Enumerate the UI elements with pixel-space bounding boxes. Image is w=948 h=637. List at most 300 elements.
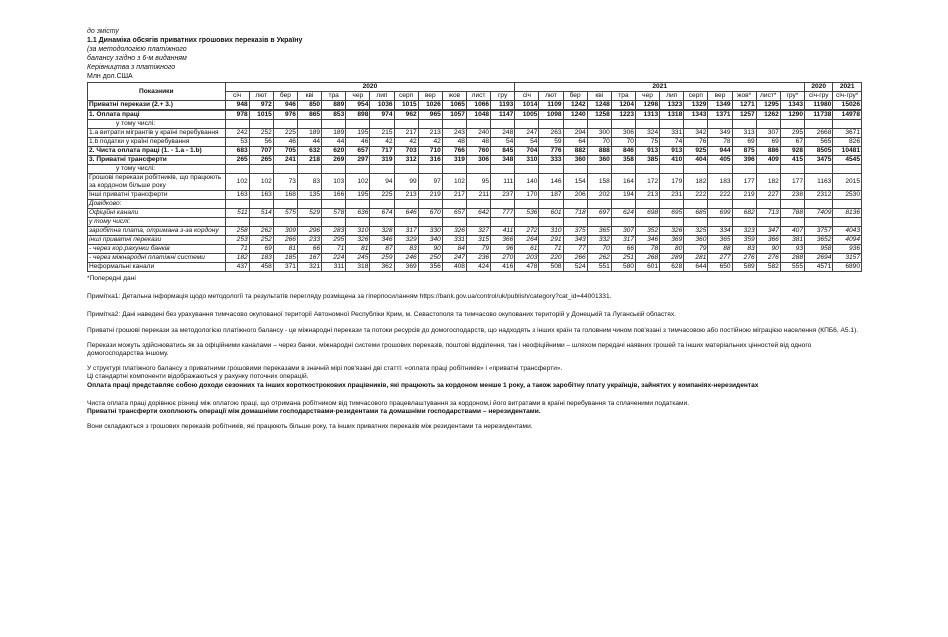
table-cell [635,120,659,129]
table-cell: 3671 [833,129,862,138]
table-cell: 182 [684,174,708,191]
table-cell: 288 [780,254,804,263]
table-cell: 1258 [587,111,611,120]
table-cell: 78 [708,138,732,147]
table-cell: 189 [297,129,321,138]
table-row [88,209,862,218]
table-cell: 396 [732,156,756,165]
table-cell: 53 [225,138,249,147]
table-row [88,245,862,254]
table-cell [563,200,587,209]
table-cell: 2530 [833,191,862,200]
table-cell [805,120,833,129]
table-cell: 718 [563,209,587,218]
table-cell: 698 [635,209,659,218]
table-cell: 1329 [684,101,708,110]
table-cell: 78 [635,245,659,254]
table-cell [660,218,684,227]
table-cell: 898 [346,111,370,120]
table-cell: 211 [466,191,490,200]
table-cell: 965 [418,111,442,120]
table-cell: 318 [346,263,370,272]
table-cell: 317 [394,227,418,236]
table-cell: 381 [780,236,804,245]
table-cell: 220 [539,254,563,263]
table-cell: 707 [249,147,273,156]
table-cell: 359 [732,236,756,245]
table-cell: 1271 [732,101,756,110]
table-cell [660,120,684,129]
table-cell: 1109 [539,101,563,110]
table-cell [442,218,466,227]
table-cell: 644 [684,263,708,272]
table-cell: 187 [539,191,563,200]
table-cell: 411 [491,227,515,236]
table-cell [418,120,442,129]
table-cell [225,200,249,209]
table-cell: 1349 [708,101,732,110]
table-row [88,156,862,165]
table-cell: 972 [249,101,273,110]
table-cell: 850 [297,101,321,110]
table-cell: 1015 [394,101,418,110]
table-cell [833,120,862,129]
table-cell: 140 [515,174,539,191]
table-cell: 95 [466,174,490,191]
table-cell: 268 [635,254,659,263]
row-label: Приватні перекази (2.+ 3.) [88,101,226,110]
table-row [88,236,862,245]
table-cell: 1005 [515,111,539,120]
table-cell: 408 [442,263,466,272]
table-cell [611,200,635,209]
table-cell [732,218,756,227]
table-cell: 295 [322,236,346,245]
table-cell: 111 [491,174,515,191]
table-cell: 343 [563,236,587,245]
table-cell [756,120,780,129]
table-cell: 247 [442,254,466,263]
table-cell: 4571 [805,263,833,272]
indicator-header: Показники [88,83,226,101]
table-cell [708,200,732,209]
table-cell: 102 [225,174,249,191]
table-cell: 362 [370,263,394,272]
table-cell [805,165,833,174]
table-cell: 342 [684,129,708,138]
month-header: січ [225,92,249,101]
table-cell [322,165,346,174]
table-cell: 366 [756,236,780,245]
table-cell: 1193 [491,101,515,110]
row-label: - через кор.рахунки банків [88,245,226,254]
table-row [88,191,862,200]
table-cell: 650 [708,263,732,272]
table-cell: 81 [273,245,297,254]
table-cell [780,165,804,174]
table-cell: 330 [418,227,442,236]
table-cell: 346 [635,236,659,245]
table-cell [684,218,708,227]
table-cell: 1057 [442,111,466,120]
table-cell: 69 [732,138,756,147]
table-cell: 312 [394,156,418,165]
table-cell: 102 [442,174,466,191]
month-header: тра [322,92,346,101]
notes-section [87,275,862,431]
table-cell: 319 [442,156,466,165]
row-label: 1. Оплата праці [88,111,226,120]
table-row [88,200,862,209]
table-cell: 215 [370,129,394,138]
table-cell: 202 [587,191,611,200]
table-cell: 777 [491,209,515,218]
definition-paragraph-4: Ці стандартні компоненти відображаються у рахунку поточних операцій. [87,373,309,381]
row-label: у тому числі: [88,165,226,174]
table-cell: 2312 [805,191,833,200]
table-cell: 182 [756,174,780,191]
table-cell: 948 [225,101,249,110]
table-cell: 1318 [660,111,684,120]
table-cell: 437 [225,263,249,272]
note-1: Примітка1: Детальна інформація щодо методології та результатів перегляду розміщена за гіперпосиланням https://bank.gov.ua/control/uk/publish/category?cat_id=44001331. [87,293,612,301]
table-cell: 385 [635,156,659,165]
table-cell: 102 [249,174,273,191]
table-cell: 227 [756,191,780,200]
footnote-preliminary: *Попередні дані [87,275,136,282]
table-cell: 183 [249,254,273,263]
table-cell: 75 [635,138,659,147]
table-cell: 264 [515,236,539,245]
table-cell: 886 [756,147,780,156]
table-cell [587,165,611,174]
table-cell: 307 [756,129,780,138]
table-cell: 294 [563,129,587,138]
table-cell [225,218,249,227]
table-cell [394,200,418,209]
table-cell: 913 [660,147,684,156]
table-cell: 685 [684,209,708,218]
table-cell: 348 [491,156,515,165]
table-cell: 167 [297,254,321,263]
table-cell: 369 [660,236,684,245]
subtitle-line-1: (за методологією платіжного [87,46,187,53]
table-cell: 46 [346,138,370,147]
table-cell: 309 [273,227,297,236]
table-cell: 946 [273,101,297,110]
table-cell: 328 [370,227,394,236]
table-cell: 954 [346,101,370,110]
table-cell: 705 [273,147,297,156]
table-cell: 241 [273,156,297,165]
table-cell: 624 [611,209,635,218]
table-cell: 306 [611,129,635,138]
table-cell: 331 [660,129,684,138]
table-cell: 83 [297,174,321,191]
table-cell [833,218,862,227]
table-cell: 262 [249,227,273,236]
table-cell: 213 [635,191,659,200]
month-header: бер [563,92,587,101]
table-cell: 710 [418,147,442,156]
table-cell: 87 [370,245,394,254]
table-row [88,227,862,236]
header-row-years [88,83,862,92]
table-cell: 1343 [684,111,708,120]
row-label: 1.а витрати мігрантів у країні перебування [88,129,226,138]
table-cell: 4094 [833,236,862,245]
table-cell [273,165,297,174]
table-cell: 46 [273,138,297,147]
row-label: Довідково: [88,200,226,209]
table-cell: 258 [225,227,249,236]
table-cell: 410 [660,156,684,165]
table-cell: 1098 [539,111,563,120]
table-cell [466,200,490,209]
table-cell: 3475 [805,156,833,165]
table-cell: 697 [587,209,611,218]
table-cell: 349 [708,129,732,138]
table-cell: 913 [635,147,659,156]
month-header: лют [249,92,273,101]
table-cell: 265 [249,156,273,165]
table-cell: 1066 [466,101,490,110]
table-cell: 80 [660,245,684,254]
table-cell: 70 [587,138,611,147]
table-cell: 508 [539,263,563,272]
table-cell: 168 [273,191,297,200]
month-header: лип [370,92,394,101]
table-cell [249,165,273,174]
table-cell: 788 [780,209,804,218]
table-cell: 2015 [833,174,862,191]
table-cell: 1048 [466,111,490,120]
table-cell: 682 [732,209,756,218]
table-cell: 375 [563,227,587,236]
definition-paragraph-5: Оплата праці представляє собою доходи сезонних та інших короткострокових працівників, які працюють за кордоном менше 1 року, а також заробітну плату українців, зайнятих у компаніях-нерезидентах [87,381,759,389]
table-cell: 76 [684,138,708,147]
month-header: кві [297,92,321,101]
table-cell: 415 [780,156,804,165]
table-cell [346,200,370,209]
table-cell: 69 [249,245,273,254]
table-cell [587,218,611,227]
table-cell: 404 [684,156,708,165]
table-cell: 1223 [611,111,635,120]
table-cell [394,218,418,227]
table-cell: 766 [442,147,466,156]
table-cell: 179 [660,174,684,191]
table-cell: 405 [708,156,732,165]
table-cell: 321 [297,263,321,272]
table-cell: 281 [684,254,708,263]
table-cell: 674 [370,209,394,218]
table-cell [708,165,732,174]
table-cell: 646 [394,209,418,218]
table-cell: 238 [780,191,804,200]
row-label: Неформальні канали [88,263,226,272]
table-cell: 704 [515,147,539,156]
table-cell: 524 [563,263,587,272]
table-cell: 170 [515,191,539,200]
table-cell: 407 [780,227,804,236]
table-cell: 83 [732,245,756,254]
definition-paragraph-3: У структурі платіжного балансу з приватними грошовими переказами в значній мірі пов'язані дві статті: «оплата праці робітників» і «приватні трансферти». [87,365,563,373]
table-cell: 250 [418,254,442,263]
table-cell: 222 [684,191,708,200]
table-cell [491,120,515,129]
month-header: лист* [756,92,780,101]
table-cell [370,200,394,209]
table-cell: 295 [780,129,804,138]
table-cell: 310 [539,227,563,236]
table-cell: 962 [394,111,418,120]
table-cell: 326 [442,227,466,236]
table-cell: 79 [466,245,490,254]
table-cell: 325 [684,227,708,236]
table-cell: 717 [370,147,394,156]
table-cell: 61 [515,245,539,254]
table-cell [322,218,346,227]
table-cell [442,200,466,209]
table-cell: 74 [660,138,684,147]
table-row [88,254,862,263]
table-cell [780,200,804,209]
month-header: бер [273,92,297,101]
table-cell: 636 [346,209,370,218]
row-label: у тому числі: [88,120,226,129]
month-header: лип [660,92,684,101]
table-row [88,174,862,191]
table-cell: 259 [370,254,394,263]
table-cell [587,120,611,129]
table-cell: 657 [346,147,370,156]
table-cell: 360 [684,236,708,245]
table-cell [635,165,659,174]
table-cell: 163 [249,191,273,200]
table-cell: 936 [833,245,862,254]
table-cell [635,200,659,209]
subtitle-line-3: Керівництва з платіжного [87,64,176,71]
month-header: жов* [732,92,756,101]
table-cell: 1240 [563,111,587,120]
table-cell: 1343 [780,101,804,110]
table-cell: 713 [756,209,780,218]
table-cell: 283 [322,227,346,236]
table-cell: 1323 [660,101,684,110]
month-header: січ [515,92,539,101]
table-cell [833,200,862,209]
table-cell: 1015 [249,111,273,120]
table-cell [370,165,394,174]
table-cell: 976 [273,111,297,120]
table-cell: 93 [780,245,804,254]
table-cell: 218 [297,156,321,165]
table-cell: 365 [708,236,732,245]
table-cell: 48 [466,138,490,147]
table-cell: 242 [225,129,249,138]
table-cell: 266 [273,236,297,245]
back-to-contents-link[interactable]: до змісту [87,28,119,35]
table-cell: 246 [394,254,418,263]
definition-paragraph-1: Приватні грошові перекази за методологією платіжного балансу - це міжнародні перекази та потоки ресурсів до домогосподарств, що надходять з інших країн та головним чином пов'язані з тимчасовою або постійною міграцією населення (КПБ6, А5.1). [87,326,859,334]
table-cell [346,165,370,174]
table-cell: 760 [466,147,490,156]
table-cell: 146 [539,174,563,191]
table-row [88,147,862,156]
table-cell [466,218,490,227]
table-cell [394,120,418,129]
table-row [88,138,862,147]
table-cell: 551 [587,263,611,272]
table-cell: 327 [466,227,490,236]
month-header: чер [346,92,370,101]
table-cell [273,120,297,129]
year-header: 2020 [225,83,515,92]
table-cell: 222 [708,191,732,200]
table-cell [225,120,249,129]
table-cell: 8136 [833,209,862,218]
definition-paragraph-2: Перекази можуть здійснюватись як за офіційними каналами – через банки, міжнародні системи грошових переказів, поштові відділення, так і неофіційними – шляхом передачі наявних грошей та інших матеріальних цінностей від одного домогосподарства іншому. [87,341,812,358]
table-cell: 189 [322,129,346,138]
table-cell [297,218,321,227]
table-cell: 177 [732,174,756,191]
document [87,27,862,431]
table-cell: 333 [539,156,563,165]
month-header: кві [587,92,611,101]
table-cell: 265 [225,156,249,165]
table-cell: 1295 [756,101,780,110]
table-cell: 670 [418,209,442,218]
table-cell: 1204 [611,101,635,110]
table-cell [322,120,346,129]
table-cell: 356 [418,263,442,272]
table-cell: 213 [418,129,442,138]
table-cell: 84 [442,245,466,254]
table-row [88,111,862,120]
table-cell: 231 [660,191,684,200]
table-cell: 71 [225,245,249,254]
table-cell: 657 [442,209,466,218]
table-cell: 94 [370,174,394,191]
table-cell [273,200,297,209]
table-cell [756,165,780,174]
table-cell [370,218,394,227]
table-cell: 11980 [805,101,833,110]
table-cell: 360 [563,156,587,165]
table-cell: 81 [346,245,370,254]
table-cell [297,200,321,209]
table-cell: 263 [539,129,563,138]
table-cell: 4545 [833,156,862,165]
table-cell: 695 [660,209,684,218]
year-header: 2021 [515,83,805,92]
month-header: вер [708,92,732,101]
table-cell [684,120,708,129]
table-cell: 329 [394,236,418,245]
table-cell [611,165,635,174]
month-header: гру* [780,92,804,101]
table-cell [587,200,611,209]
table-cell [805,200,833,209]
table-cell [466,165,490,174]
table-cell: 360 [587,156,611,165]
table-cell: 371 [273,263,297,272]
table-cell: 233 [297,236,321,245]
table-cell [297,120,321,129]
table-cell: 44 [297,138,321,147]
table-cell [732,165,756,174]
